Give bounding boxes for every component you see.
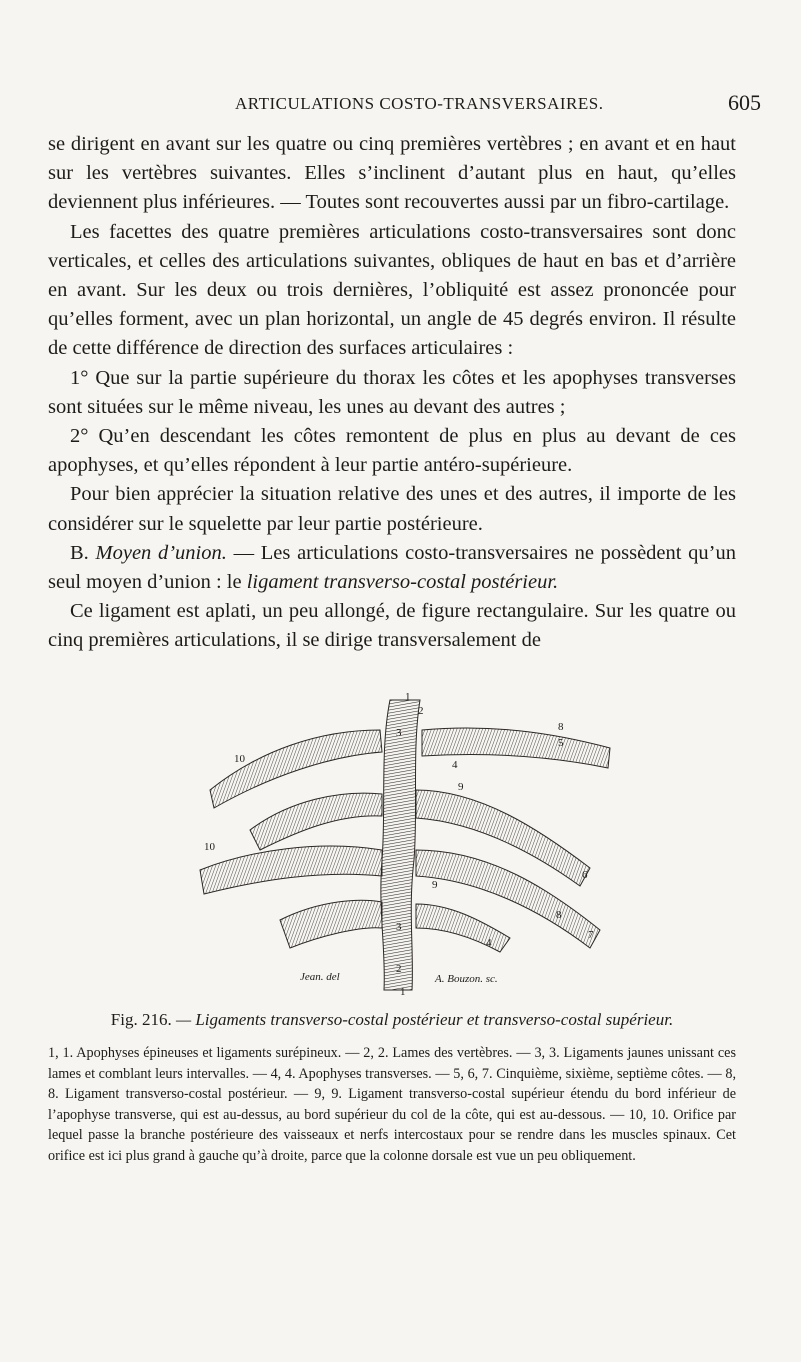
fig-label: 8 <box>558 721 564 733</box>
section-lead: B. <box>70 541 89 564</box>
fig-label: 5 <box>558 737 564 749</box>
paragraph: Pour bien apprécier la situation relative des unes et des autres, il importe de les considérer sur le squelette par leur partie postérieure. <box>48 483 736 535</box>
section-heading: Moyen d’union. <box>95 541 227 564</box>
fig-label: 2 <box>396 963 402 975</box>
section-paragraph <box>48 539 736 597</box>
section-text: — Les articulations costo-transversaires ne possèdent qu’un seul moyen d’union : le <box>48 541 737 594</box>
vertebral-illustration <box>190 690 620 1000</box>
ligament-term: ligament transverso-costal postérieur. <box>246 571 559 594</box>
fig-label: 1 <box>405 691 411 703</box>
fig-label: 7 <box>588 929 594 941</box>
fig-label: 4 <box>486 937 492 949</box>
paragraph: Les facettes des quatre premières articulations costo-transversaires sont donc verticales, et celles des articulations suivantes, obliques de haut en bas et d’arrière en avant. Sur les deux ou trois dernières, l’obliquité est assez prononcée pour qu’elles forment, avec un plan horizontal, un angle de 45 degrés environ. Il résulte de cette différence de direction des surfaces articulaires : <box>48 220 736 360</box>
fig-label: 1 <box>400 986 406 998</box>
fig-label: 9 <box>432 879 438 891</box>
figure-title: — Ligaments transverso-costal postérieur et transverso-costal supérieur. <box>171 1010 674 1029</box>
engraver-signature: Jean. del <box>300 971 340 983</box>
fig-label: 8 <box>556 909 562 921</box>
fig-label: 3 <box>396 921 402 933</box>
fig-label: 10 <box>234 753 245 765</box>
fig-label: 4 <box>452 759 458 771</box>
fig-label: 3 <box>396 727 402 739</box>
paragraph: Ce ligament est aplati, un peu allongé, de figure rectangulaire. Sur les quatre ou cinq premières articulations, il se dirige transversalement de <box>48 600 736 652</box>
fig-label: 2 <box>418 705 424 717</box>
fig-label: 6 <box>582 869 588 881</box>
page-number: 605 <box>728 90 761 115</box>
fig-label: 9 <box>458 781 464 793</box>
running-title: ARTICULATIONS COSTO-TRANSVERSAIRES. <box>235 94 604 113</box>
fig-label: 10 <box>204 841 215 853</box>
body-text <box>48 130 736 656</box>
engraver-signature: A. Bouzon. sc. <box>435 973 498 985</box>
anatomical-figure <box>190 690 620 1000</box>
figure-legend: 1, 1. Apophyses épineuses et ligaments surépineux. — 2, 2. Lames des vertèbres. — 3, 3. Ligaments jaunes unissant ces lames et comblant leurs intervalles. — 4, 4. Apophyses transverses. — 5, 6, 7. Cinquième, sixième, septième côtes. — 8, 8. Ligament transverso-costal postérieur. — 9, 9. Ligament transverso-costal supérieur étendu du bord inférieur de l’apophyse transverse, qui est au-dessus, au bord supérieur du col de la côte, qui est au-dessous. — 10, 10. Orifice par lequel passe la branche postérieure des vaisseaux et nerfs intercostaux pour se rendre dans les muscles spinaux. Cet orifice est ici plus grand à gauche qu’à droite, parce que la colonne dorsale est vue un peu obliquement. <box>48 1045 736 1164</box>
paragraph: 1° Que sur la partie supérieure du thorax les côtes et les apophyses transverses sont situées sur le même niveau, les unes au devant des autres ; <box>48 366 736 418</box>
page-header <box>0 90 801 124</box>
paragraph: 2° Qu’en descendant les côtes remontent de plus en plus au devant de ces apophyses, et qu’elles répondent à leur partie antéro-supérieure. <box>48 425 736 477</box>
figure-number: Fig. 216. <box>110 1010 172 1029</box>
figure-caption <box>48 1010 736 1030</box>
paragraph: se dirigent en avant sur les quatre ou cinq premières vertèbres ; en avant et en haut sur les vertèbres suivantes. Elles s’inclinent d’autant plus en haut, qu’elles deviennent plus inférieures. — Toutes sont recouvertes aussi par un fibro-cartilage. <box>48 133 736 214</box>
